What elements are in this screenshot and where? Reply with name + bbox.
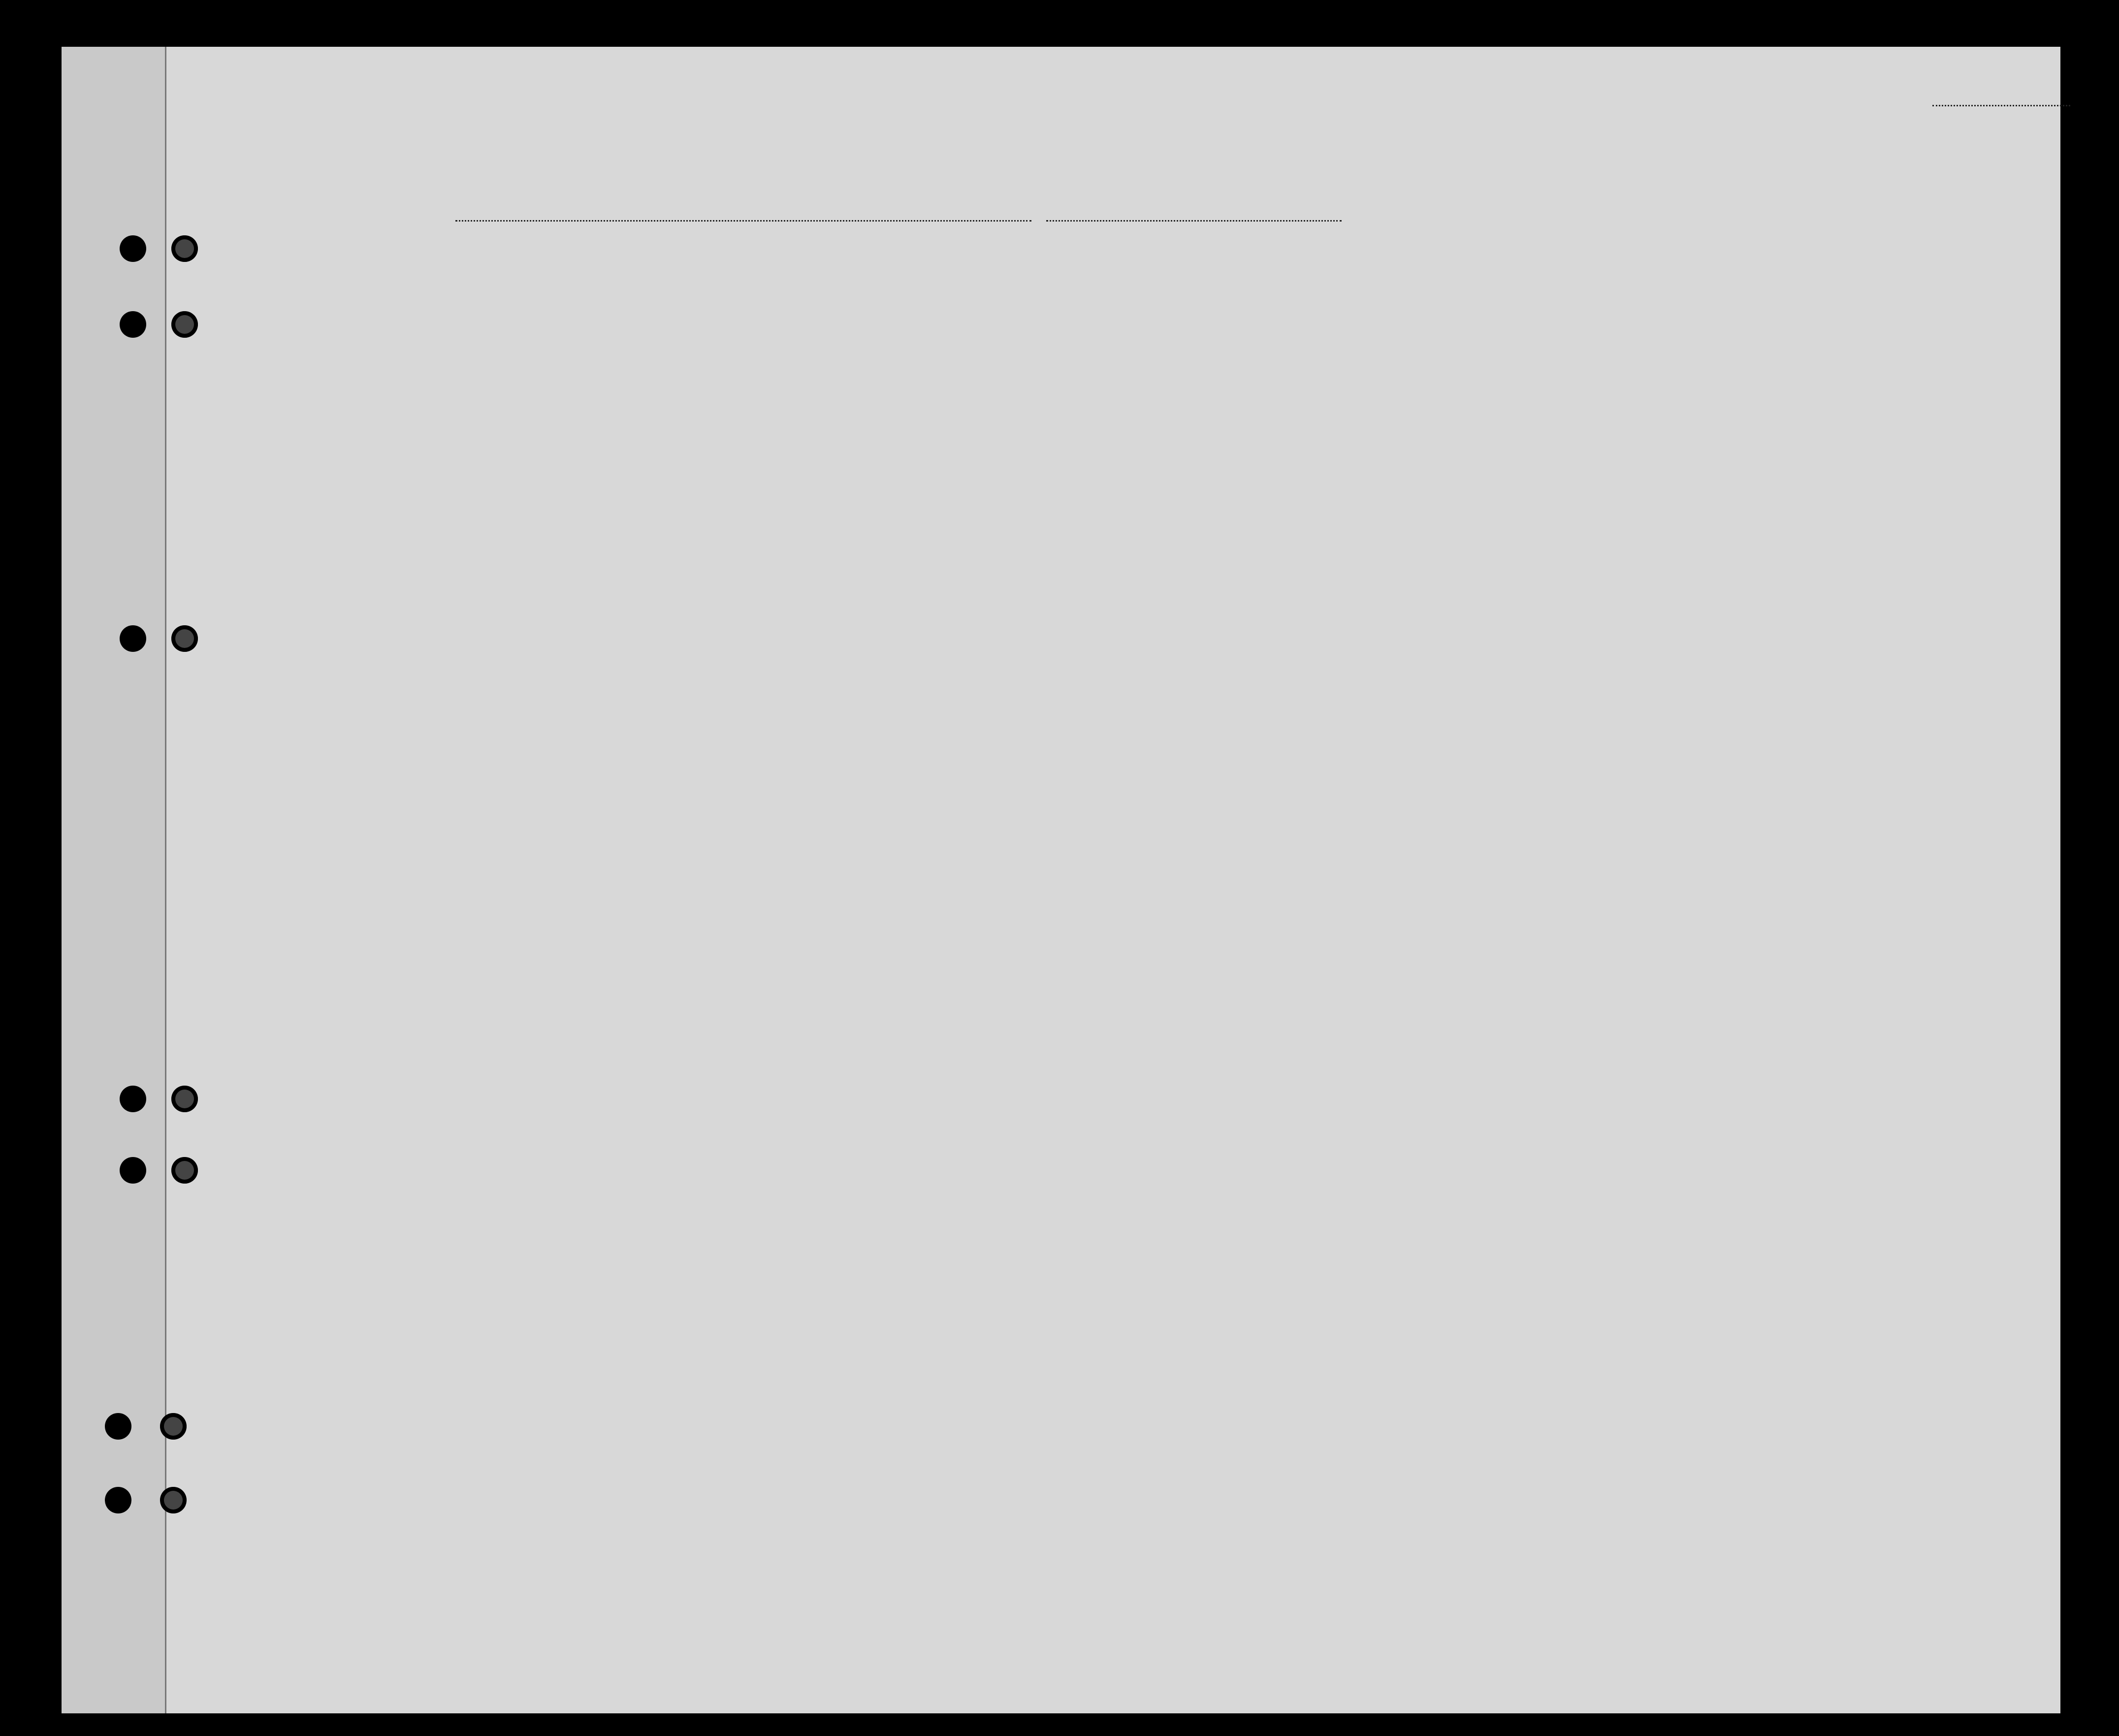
binder-hole: [171, 1157, 198, 1184]
binder-hole: [171, 235, 198, 262]
binder-hole: [105, 1487, 131, 1513]
binder-hole: [171, 311, 198, 338]
binder-hole: [120, 311, 146, 338]
binder-hole: [120, 1157, 146, 1184]
binder-hole: [171, 625, 198, 652]
left-stub-page: [62, 47, 166, 1713]
binder-hole: [171, 1086, 198, 1112]
list-underline: [1932, 105, 2070, 106]
binder-hole: [120, 235, 146, 262]
binder-hole: [160, 1413, 187, 1440]
manifest-sheet: [62, 47, 2060, 1713]
date-underline: [1046, 220, 1342, 222]
binder-hole: [120, 1086, 146, 1112]
binder-hole: [160, 1487, 187, 1513]
binder-hole: [105, 1413, 131, 1440]
port-underline: [455, 220, 1031, 222]
binder-hole: [120, 625, 146, 652]
